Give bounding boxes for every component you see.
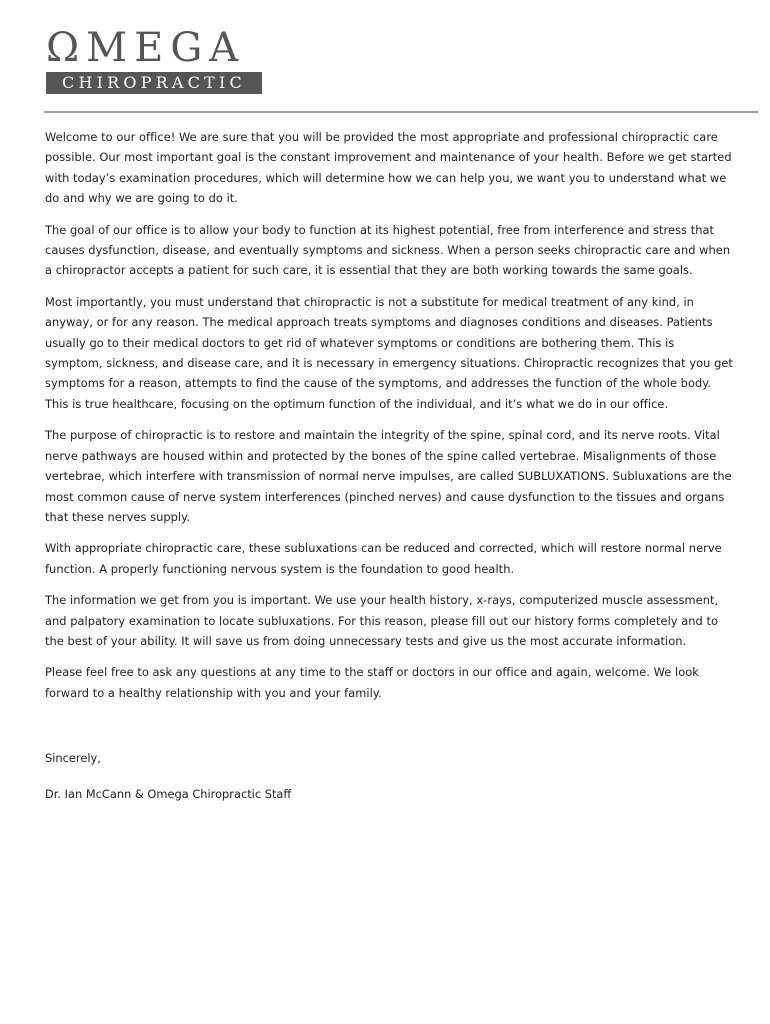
letter-closing: Sincerely,	[45, 751, 101, 765]
paragraph-appropriate-care: With appropriate chiropractic care, these subluxations can be reduced and corrected, which will restore normal nerve function. A properly functioning nervous system is the foundation to good health.	[45, 541, 722, 576]
paragraph-information: The information we get from you is important. We use your health history, x-rays, computerized muscle assessment, and palpatory examination to locate subluxations. For this reason, please fill out our history forms completely and to the best of your ability. It will save us from doing unnecessary tests and give us the most accurate information.	[45, 593, 719, 648]
omega-chiropractic-logo	[46, 25, 266, 94]
logo-wordmark: ΩMEGA	[46, 25, 246, 71]
logo-band: CHIROPRACTIC	[46, 72, 262, 94]
letter-body	[45, 127, 735, 714]
paragraph-welcome: Welcome to our office! We are sure that you will be provided the most appropriate and professional chiropractic care possible. Our most important goal is the constant improvement and maintenance of your health. Before we get started with today’s examination procedures, which will determine how we can help you, we want you to understand what we do and why we are going to do it.	[45, 130, 732, 206]
paragraph-not-substitute: Most importantly, you must understand that chiropractic is not a substitute for medical treatment of any kind, in anyway, or for any reason. The medical approach treats symptoms and diagnoses conditions and diseases. Patients usually go to their medical doctors to get rid of whatever symptoms or conditions are bothering them. This is symptom, sickness, and disease care, and it is necessary in emergency situations. Chiropractic recognizes that you get symptoms for a reason, attempts to find the cause of the symptoms, and addresses the function of the whole body. This is true healthcare, focusing on the optimum function of the individual, and it’s what we do in our office.	[45, 294, 733, 411]
paragraph-purpose: The purpose of chiropractic is to restore and maintain the integrity of the spine, spinal cord, and its nerve roots. Vital nerve pathways are housed within and protected by the bones of the spine called vertebrae. Misalignments of those vertebrae, which interfere with transmission of normal nerve impulses, are called SUBLUXATIONS. Subluxations are the most common cause of nerve system interferences (pinched nerves) and cause dysfunction to the tissues and organs that these nerves supply.	[45, 428, 732, 524]
paragraph-goal: The goal of our office is to allow your body to function at its highest potential, free from interference and stress that causes dysfunction, disease, and eventually symptoms and sickness. When a person seeks chiropractic care and when a chiropractor accepts a patient for such care, it is essential that they are both working towards the same goals.	[45, 222, 731, 278]
paragraph-questions: Please feel free to ask any questions at any time to the staff or doctors in our office and again, welcome. We look forward to a healthy relationship with you and your family.	[45, 665, 699, 700]
header-divider	[44, 111, 758, 113]
letter-signature: Dr. Ian McCann & Omega Chiropractic Staff	[45, 787, 292, 801]
